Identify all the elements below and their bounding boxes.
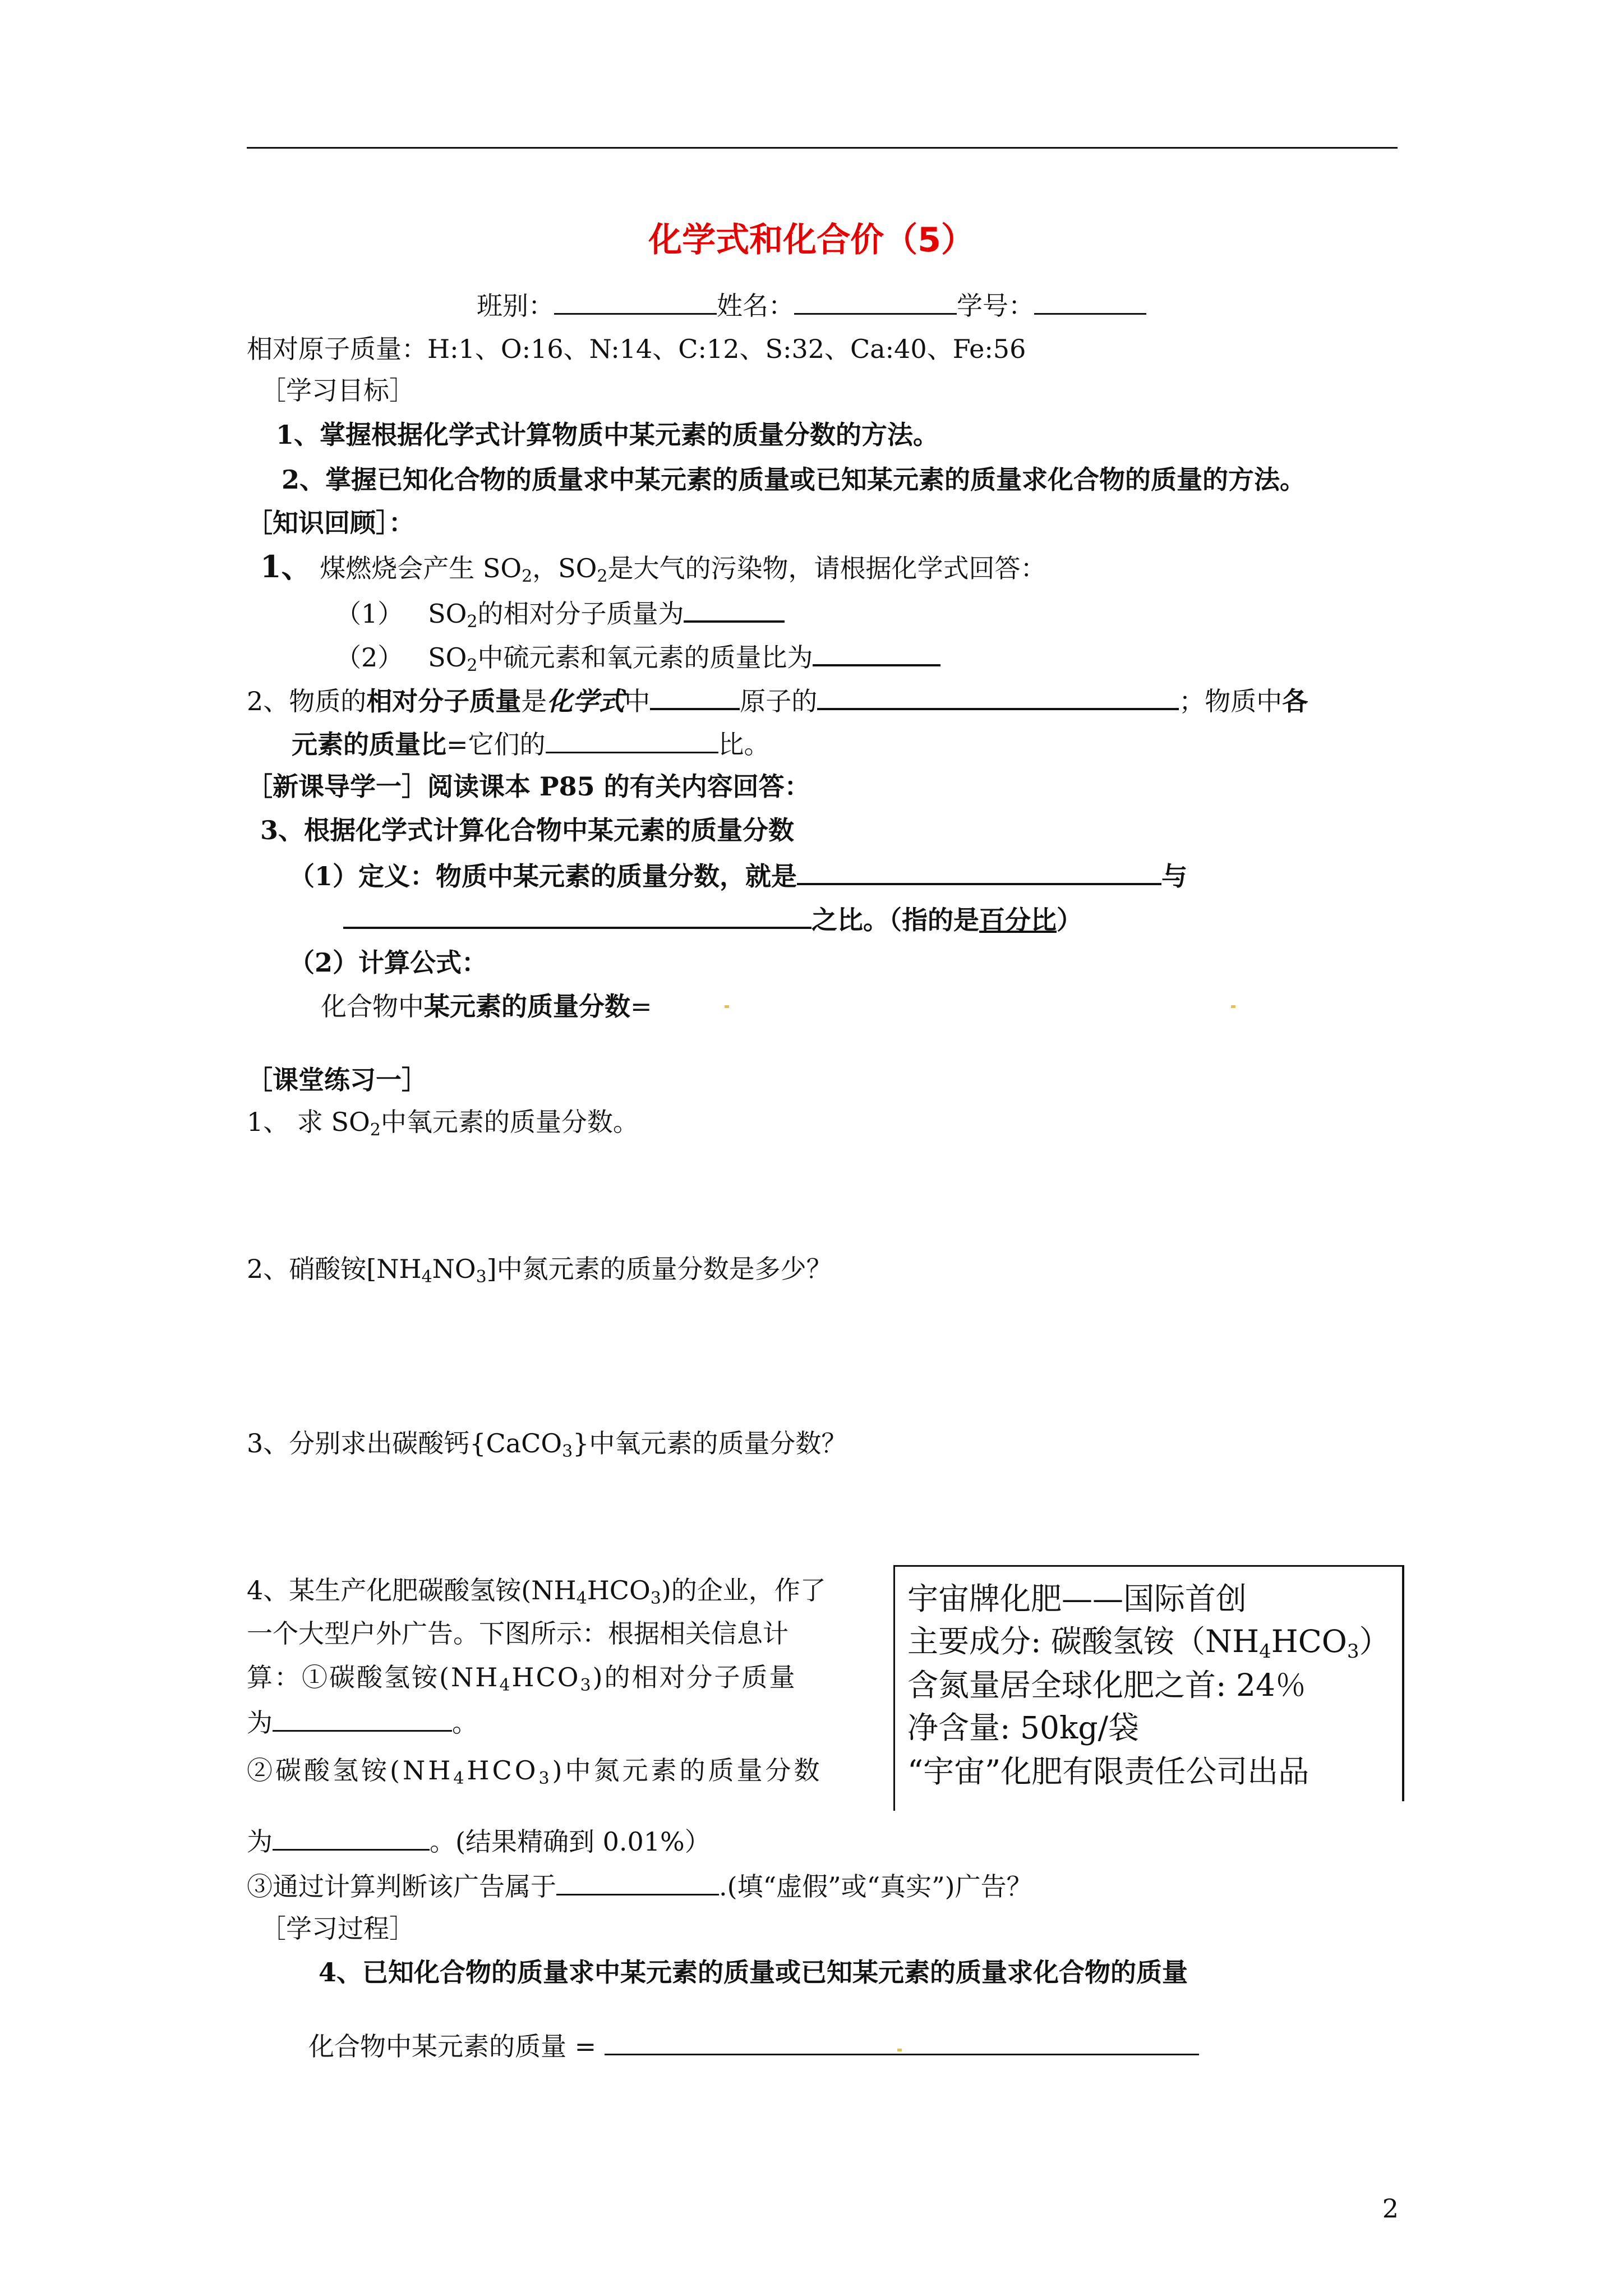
review-q1-1-answer[interactable] xyxy=(684,595,785,623)
advert-line-2-text-b: HCO xyxy=(1271,1623,1347,1659)
definition-text-e: ） xyxy=(1057,905,1082,935)
review-q1-1-sub: 2 xyxy=(467,612,478,632)
practice-q4-l5-text-a: ②碳酸氢铵(NH xyxy=(247,1755,454,1786)
name-label: 姓名： xyxy=(717,291,794,321)
review-q1-2-sub: 2 xyxy=(467,656,478,675)
definition-text-a: （1）定义：物质中某元素的质量分数，就是 xyxy=(289,861,797,891)
review-q1-text-b: ，SO xyxy=(532,553,597,583)
practice-q1-text-a: 1、 求 SO xyxy=(247,1107,370,1137)
review-q2-text-g: ；物质中 xyxy=(1179,686,1283,716)
practice-q4-l3-text-a: 算：①碳酸氢铵(NH xyxy=(247,1662,500,1692)
definition-line-1 xyxy=(289,857,1187,893)
practice-q4-l3-sub-a: 4 xyxy=(499,1676,512,1695)
practice-q2-sub-a: 4 xyxy=(421,1267,432,1287)
formula-text-c: = xyxy=(630,991,652,1022)
review-q1-text-a: 煤燃烧会产生 SO xyxy=(320,553,522,583)
practice-q4-line-1 xyxy=(247,1573,826,1607)
definition-blank-2[interactable] xyxy=(343,901,811,929)
class-label: 班别： xyxy=(477,291,554,321)
practice-q4-l1-sub-a: 4 xyxy=(576,1589,587,1608)
number-field[interactable] xyxy=(1034,287,1146,315)
review-q1-2-text-b: 中硫元素和氧元素的质量比为 xyxy=(477,642,813,673)
definition-text-c: 之比。（指的是 xyxy=(811,905,979,935)
class-field[interactable] xyxy=(554,287,717,315)
new-lesson-heading: ［新课导学一］阅读课本 P85 的有关内容回答： xyxy=(247,771,810,802)
review-q1-number: 1、 xyxy=(260,549,312,585)
formula-mark-1 xyxy=(725,1005,729,1008)
practice-q1-text-b: 中氧元素的质量分数。 xyxy=(380,1107,639,1137)
review-q2-text-e: 中 xyxy=(624,686,651,716)
process-item-4: 4、已知化合物的质量求中某元素的质量或已知某元素的质量求化合物的质量 xyxy=(319,1957,1188,1987)
practice-q4-l3-text-c: )的相对分子质量 xyxy=(592,1662,797,1692)
review-heading: ［知识回顾］： xyxy=(247,508,414,538)
practice-q3-text-b: }中氧元素的质量分数？ xyxy=(573,1428,847,1458)
practice-q4-l1-text-a: 4、某生产化肥 xyxy=(247,1575,418,1605)
practice-q4-line-5 xyxy=(247,1754,822,1787)
formula-text-a: 化合物中 xyxy=(321,991,424,1022)
advert-line-3: 含氮量居全球化肥之首: 24％ xyxy=(907,1667,1306,1703)
practice-q4-l4-text-b: 。 xyxy=(452,1708,478,1738)
practice-q4-line-2: 一个大型户外广告。下图所示：根据相关信息计 xyxy=(247,1618,789,1649)
formula-mark-2 xyxy=(1231,1005,1235,1008)
practice-question-2 xyxy=(247,1252,832,1286)
definition-text-d: 百分比 xyxy=(979,905,1057,935)
practice-q4-line-7 xyxy=(247,1868,1032,1903)
review-q2-line2-text-b: =它们的 xyxy=(446,729,546,760)
advert-line-2-sub-a: 4 xyxy=(1259,1640,1271,1663)
review-question-1-2 xyxy=(335,638,940,674)
practice-q4-l6-text-a: 为 xyxy=(247,1826,273,1857)
review-q2-blank-2[interactable] xyxy=(817,682,1179,710)
advert-box-tail xyxy=(893,1800,895,1811)
review-q1-1-text-b: 的相对分子质量为 xyxy=(477,599,684,629)
advert-line-2-text-a: 主要成分: 碳酸氢铵（NH xyxy=(907,1623,1260,1659)
review-q1-sub-b: 2 xyxy=(597,567,608,586)
number-label: 学号： xyxy=(957,291,1034,321)
review-q2-text-b: 相对分子质量 xyxy=(366,686,522,716)
practice-q4-answer-2[interactable] xyxy=(273,1823,430,1851)
review-q2-text-d: 化学式 xyxy=(547,686,625,716)
objective-item-2: 2、掌握已知化合物的质量求中某元素的质量或已知某元素的质量求化合物的质量的方法。 xyxy=(282,464,1306,495)
review-question-1-1 xyxy=(335,595,785,631)
practice-q4-l7-text-a: ③通过计算判断该广告属于 xyxy=(247,1871,556,1902)
practice-q4-l4-text-a: 为 xyxy=(247,1708,273,1738)
review-question-2 xyxy=(247,682,1308,718)
review-q2-blank-3[interactable] xyxy=(546,726,718,753)
review-q1-text-c: 是大气的污染物，请根据化学式回答： xyxy=(607,553,1046,583)
advert-line-2 xyxy=(907,1622,1390,1661)
review-q2-text-f: 原子的 xyxy=(740,686,818,716)
definition-blank-1[interactable] xyxy=(797,857,1161,885)
process-formula-mark xyxy=(897,2049,902,2051)
practice-q4-l1-text-c: HCO xyxy=(587,1575,651,1605)
advert-box xyxy=(893,1565,1404,1801)
practice-q2-sub-b: 3 xyxy=(476,1267,487,1287)
review-q1-2-number: （2） xyxy=(335,642,404,673)
practice-q3-sub: 3 xyxy=(562,1442,573,1461)
practice-q4-l5-sub-a: 4 xyxy=(453,1769,467,1788)
practice-q4-l1-text-b: 碳酸氢铵(NH xyxy=(418,1575,577,1605)
review-q1-2-answer[interactable] xyxy=(813,638,940,666)
atomic-masses: 相对原子质量：H:1、O:16、N:14、C:12、S:32、Ca:40、Fe:56 xyxy=(247,334,1026,364)
review-q1-2-text-a: SO xyxy=(428,642,467,673)
practice-q1-sub: 2 xyxy=(370,1120,381,1140)
definition-line-2 xyxy=(343,901,1082,937)
review-q2-text-a: 2、物质的 xyxy=(247,686,367,716)
practice-q4-l5-sub-b: 3 xyxy=(538,1769,552,1788)
header-rule xyxy=(247,147,1398,149)
review-q2-text-c: 是 xyxy=(521,686,547,716)
practice-q4-line-4 xyxy=(247,1704,478,1740)
page-title: 化学式和化合价（5） xyxy=(648,220,975,260)
definition-text-b: 与 xyxy=(1161,861,1188,891)
formula-line xyxy=(321,990,652,1023)
practice-q4-line-6 xyxy=(247,1823,711,1858)
practice-q3-text-a: 3、分别求出碳酸钙{CaCO xyxy=(247,1428,562,1458)
practice-q4-l7-text-b: .(填“虚假”或“真实”)广告？ xyxy=(719,1871,1032,1902)
practice-q4-l5-text-b: HCO xyxy=(467,1755,539,1786)
advert-line-2-text-c: ） xyxy=(1359,1623,1390,1659)
practice-q4-l5-text-c: )中氮元素的质量分数 xyxy=(552,1755,823,1786)
formula-text-b: 某元素的质量分数 xyxy=(424,991,630,1022)
practice-heading: ［课堂练习一］ xyxy=(247,1065,427,1095)
practice-question-3 xyxy=(247,1427,847,1460)
practice-q4-l1-text-d: )的企业，作了 xyxy=(661,1575,826,1605)
review-q2-line2-text-c: 比。 xyxy=(718,729,770,760)
page-number: 2 xyxy=(1382,2193,1399,2224)
practice-q4-line-3 xyxy=(247,1660,796,1694)
process-heading: ［学习过程］ xyxy=(260,1913,415,1944)
advert-line-4: 净含量: 50kg/袋 xyxy=(907,1710,1140,1746)
review-q1-1-text-a: SO xyxy=(428,599,467,629)
review-q1-1-number: （1） xyxy=(335,599,404,629)
objective-item-1: 1、掌握根据化学式计算物质中某元素的质量分数的方法。 xyxy=(276,420,939,450)
practice-q2-text-b: NO xyxy=(432,1254,476,1284)
review-q2-line2-text-a: 元素的质量比 xyxy=(292,729,446,760)
practice-q2-text-a: 2、硝酸铵[NH xyxy=(247,1254,422,1284)
practice-q4-l3-sub-b: 3 xyxy=(580,1676,593,1695)
practice-q4-l6-text-b: 。(结果精确到 0.01%） xyxy=(430,1826,711,1857)
review-question-1 xyxy=(260,550,1046,585)
review-question-2-line-2 xyxy=(292,726,770,761)
student-info-row xyxy=(477,287,1146,323)
advert-line-5: “宇宙”化肥有限责任公司出品 xyxy=(907,1754,1310,1789)
formula-heading: （2）计算公式： xyxy=(289,947,488,978)
advert-line-2-sub-b: 3 xyxy=(1347,1640,1359,1663)
practice-q4-answer-1[interactable] xyxy=(273,1704,452,1732)
practice-q4-answer-3[interactable] xyxy=(556,1868,719,1895)
review-q2-text-h: 各 xyxy=(1282,686,1308,716)
practice-q4-l1-sub-b: 3 xyxy=(650,1589,661,1608)
practice-q4-l3-text-b: HCO xyxy=(511,1662,580,1692)
review-q2-blank-1[interactable] xyxy=(650,682,740,710)
advert-line-1: 宇宙牌化肥——国际首创 xyxy=(907,1581,1247,1617)
name-field[interactable] xyxy=(794,287,957,315)
practice-question-1 xyxy=(247,1105,639,1139)
objectives-heading: ［学习目标］ xyxy=(260,375,415,406)
new-lesson-item-3: 3、根据化学式计算化合物中某元素的质量分数 xyxy=(260,815,795,845)
process-formula-text: 化合物中某元素的质量 = xyxy=(308,2031,597,2062)
practice-q2-text-c: ]中氮元素的质量分数是多少？ xyxy=(486,1254,832,1284)
review-q1-sub-a: 2 xyxy=(522,567,533,586)
process-formula xyxy=(308,2028,1199,2063)
